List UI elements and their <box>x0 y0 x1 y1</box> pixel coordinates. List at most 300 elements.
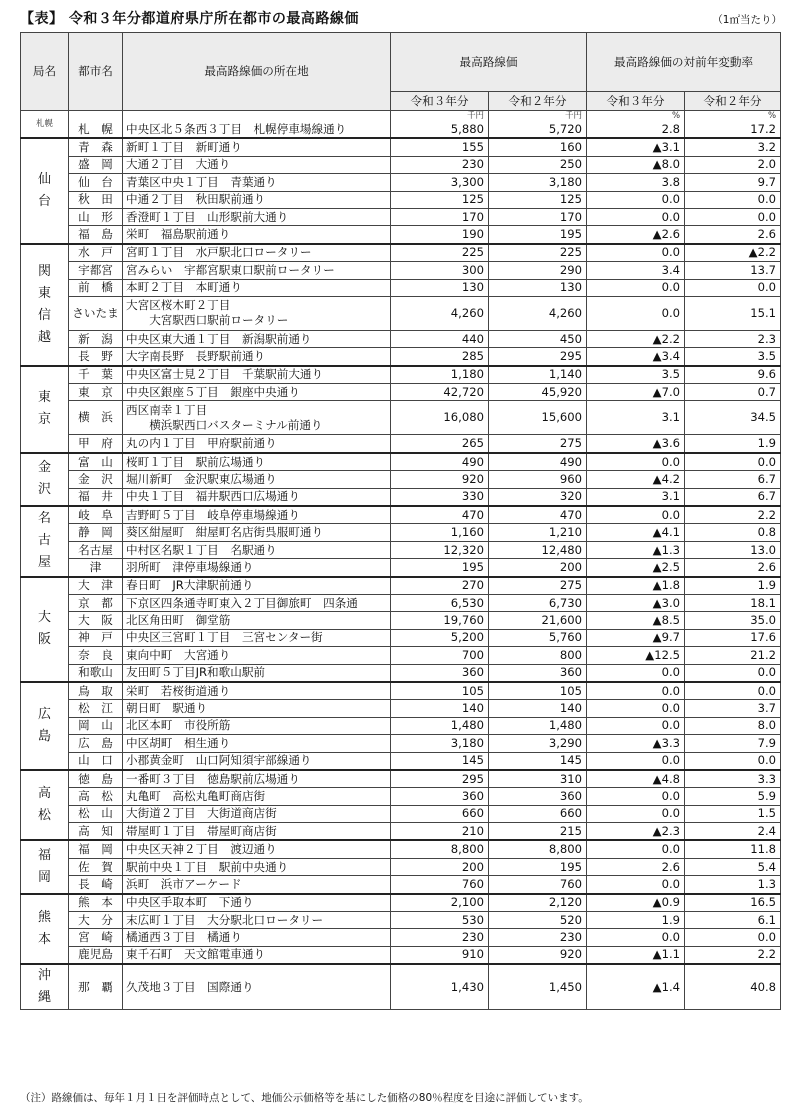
change-r2: 6.7 <box>685 488 781 506</box>
col-header-city: 都市名 <box>69 33 123 111</box>
change-r2: 0.0 <box>685 191 781 208</box>
location-cell: 青葉区中央１丁目 青葉通り <box>123 174 391 191</box>
price-r2: 920 <box>489 946 587 964</box>
change-r2: 0.0 <box>685 208 781 225</box>
price-r3: 16,080 <box>391 401 489 435</box>
change-r2: 2.2 <box>685 946 781 964</box>
city-name: 佐 賀 <box>69 858 123 875</box>
price-r2: 1,140 <box>489 366 587 384</box>
price-r2: 760 <box>489 876 587 894</box>
col-header-location: 最高路線価の所在地 <box>123 33 391 111</box>
region-name: 東京 <box>37 390 51 428</box>
location-cell: 大字南長野 長野駅前通り <box>123 348 391 366</box>
region-name: 金沢 <box>37 460 51 498</box>
price-r3: 5,200 <box>391 629 489 646</box>
table-row <box>21 964 781 1010</box>
change-r2: 1.5 <box>685 805 781 822</box>
table-row <box>21 840 781 858</box>
price-r3: 195 <box>391 559 489 577</box>
price-r2: 6,730 <box>489 594 587 611</box>
location-cell: 新町１丁目 新町通り <box>123 138 391 156</box>
city-name: 奈 良 <box>69 647 123 664</box>
table-row <box>21 805 781 822</box>
change-r2: 0.0 <box>685 929 781 946</box>
price-r2: 360 <box>489 788 587 805</box>
table-row <box>21 401 781 435</box>
city-name: 新 潟 <box>69 330 123 347</box>
price-r2: 660 <box>489 805 587 822</box>
change-r2: 40.8 <box>685 964 781 1010</box>
city-name: 青 森 <box>69 138 123 156</box>
change-r2: 2.0 <box>685 156 781 173</box>
price-r3: 700 <box>391 647 489 664</box>
price-r2: 105 <box>489 682 587 700</box>
price-r3: 285 <box>391 348 489 366</box>
price-r2: 275 <box>489 577 587 595</box>
location-cell: 香澄町１丁目 山形駅前大通り <box>123 208 391 225</box>
city-name: 鳥 取 <box>69 682 123 700</box>
price-r3: 190 <box>391 226 489 244</box>
table-row <box>21 559 781 577</box>
price-r2: 230 <box>489 929 587 946</box>
price-r2: 450 <box>489 330 587 347</box>
price-r3: 125 <box>391 191 489 208</box>
table-row <box>21 296 781 330</box>
region-cell <box>21 453 69 506</box>
table-row <box>21 156 781 173</box>
region-name: 高松 <box>37 786 51 824</box>
price-r2: 12,480 <box>489 541 587 558</box>
price-r2: 1,450 <box>489 964 587 1010</box>
table-row <box>21 453 781 471</box>
table-row <box>21 435 781 453</box>
region-cell <box>21 138 69 243</box>
city-name: 福 島 <box>69 226 123 244</box>
price-r3: 19,760 <box>391 612 489 629</box>
table-row <box>21 577 781 595</box>
price-r3: 920 <box>391 471 489 488</box>
location-line-2: 横浜駅西口バスターミナル前通り <box>126 417 323 432</box>
change-r3: 0.0 <box>587 208 685 225</box>
price-r2: 225 <box>489 244 587 262</box>
change-r3: 0.0 <box>587 876 685 894</box>
change-r3: 0.0 <box>587 296 685 330</box>
change-r3: 0.0 <box>587 805 685 822</box>
change-r2: 5.9 <box>685 788 781 805</box>
table-row <box>21 629 781 646</box>
price-r3: 270 <box>391 577 489 595</box>
price-r3: 295 <box>391 770 489 788</box>
price-r3: 130 <box>391 279 489 296</box>
city-name: 鹿児島 <box>69 946 123 964</box>
change-r2: 1.9 <box>685 435 781 453</box>
region-cell <box>21 506 69 577</box>
change-r2: 1.3 <box>685 876 781 894</box>
city-name: 静 岡 <box>69 524 123 541</box>
location-cell: 東千石町 天文館電車通り <box>123 946 391 964</box>
location-cell: 中央区北５条西３丁目 札幌停車場線通り <box>123 121 391 138</box>
region-cell <box>21 964 69 1010</box>
change-r2: 9.6 <box>685 366 781 384</box>
city-name: 水 戸 <box>69 244 123 262</box>
price-r3: 200 <box>391 858 489 875</box>
region-name: 仙台 <box>37 172 51 210</box>
location-cell: 中通２丁目 秋田駅前通り <box>123 191 391 208</box>
price-r3: 3,180 <box>391 735 489 752</box>
change-r3: ▲9.7 <box>587 629 685 646</box>
change-r3: 3.4 <box>587 262 685 279</box>
city-name: 福 岡 <box>69 840 123 858</box>
price-r3: 1,430 <box>391 964 489 1010</box>
price-r3: 42,720 <box>391 384 489 401</box>
unit-row <box>21 111 781 122</box>
location-cell: 小郡黄金町 山口阿知須宇部線通り <box>123 752 391 770</box>
region-cell <box>21 577 69 682</box>
unit-yen-r2: 千円 <box>489 111 587 122</box>
table-row <box>21 682 781 700</box>
city-name: 徳 島 <box>69 770 123 788</box>
price-r3: 760 <box>391 876 489 894</box>
price-r2: 320 <box>489 488 587 506</box>
change-r2: 21.2 <box>685 647 781 664</box>
location-cell: 中央区富士見２丁目 千葉駅前大通り <box>123 366 391 384</box>
change-r3: ▲3.1 <box>587 138 685 156</box>
price-r3: 265 <box>391 435 489 453</box>
table-title: 【表】 令和３年分都道府県庁所在都市の最高路線価 <box>20 11 359 27</box>
change-r3: ▲4.2 <box>587 471 685 488</box>
price-r3: 3,300 <box>391 174 489 191</box>
region-name: 広島 <box>37 706 51 744</box>
change-r3: ▲7.0 <box>587 384 685 401</box>
change-r2: 0.7 <box>685 384 781 401</box>
location-cell: 栄町 若桜街道通り <box>123 682 391 700</box>
location-cell: 朝日町 駅通り <box>123 700 391 717</box>
city-name: 長 野 <box>69 348 123 366</box>
location-cell: 帯屋町１丁目 帯屋町商店街 <box>123 823 391 841</box>
change-r3: ▲4.1 <box>587 524 685 541</box>
change-r2: 6.1 <box>685 912 781 929</box>
city-name: 山 口 <box>69 752 123 770</box>
city-name: 那 覇 <box>69 964 123 1010</box>
price-r2: 960 <box>489 471 587 488</box>
location-cell: 大街道２丁目 大街道商店街 <box>123 805 391 822</box>
location-cell: 中区胡町 相生通り <box>123 735 391 752</box>
table-row <box>21 226 781 244</box>
change-r2: 5.4 <box>685 858 781 875</box>
change-r3: ▲2.5 <box>587 559 685 577</box>
price-r2: 5,720 <box>489 121 587 138</box>
price-r2: 250 <box>489 156 587 173</box>
price-r3: 330 <box>391 488 489 506</box>
price-r2: 520 <box>489 912 587 929</box>
change-r3: ▲12.5 <box>587 647 685 664</box>
city-name: 盛 岡 <box>69 156 123 173</box>
change-r3: 0.0 <box>587 191 685 208</box>
price-r2: 490 <box>489 453 587 471</box>
region-cell <box>21 770 69 841</box>
price-r2: 8,800 <box>489 840 587 858</box>
route-price-table <box>20 32 781 1010</box>
price-r3: 145 <box>391 752 489 770</box>
price-r2: 290 <box>489 262 587 279</box>
city-name: 東 京 <box>69 384 123 401</box>
change-r3: ▲2.3 <box>587 823 685 841</box>
price-r3: 170 <box>391 208 489 225</box>
city-name: 前 橋 <box>69 279 123 296</box>
region-name: 名古屋 <box>37 511 51 571</box>
unit-pct-r2: % <box>685 111 781 122</box>
location-cell: 一番町３丁目 徳島駅前広場通り <box>123 770 391 788</box>
table-row <box>21 612 781 629</box>
change-r3: 2.6 <box>587 858 685 875</box>
table-body <box>21 111 781 1010</box>
location-cell: 友田町５丁目JR和歌山駅前 <box>123 664 391 682</box>
location-cell: 堀川新町 金沢駅東広場通り <box>123 471 391 488</box>
change-r2: 15.1 <box>685 296 781 330</box>
col-header-price-r3: 令和３年分 <box>391 92 489 111</box>
change-r2: 34.5 <box>685 401 781 435</box>
price-r2: 160 <box>489 138 587 156</box>
change-r2: 35.0 <box>685 612 781 629</box>
change-r2: 0.0 <box>685 682 781 700</box>
change-r2: 17.6 <box>685 629 781 646</box>
change-r3: 3.8 <box>587 174 685 191</box>
change-r2: 13.0 <box>685 541 781 558</box>
change-r3: 0.0 <box>587 453 685 471</box>
price-r3: 440 <box>391 330 489 347</box>
location-cell: 中央区天神２丁目 渡辺通り <box>123 840 391 858</box>
price-r2: 15,600 <box>489 401 587 435</box>
price-r3: 360 <box>391 664 489 682</box>
location-cell: 丸亀町 高松丸亀町商店街 <box>123 788 391 805</box>
price-r3: 1,180 <box>391 366 489 384</box>
price-r3: 155 <box>391 138 489 156</box>
table-row <box>21 894 781 912</box>
table-row <box>21 735 781 752</box>
change-r3: 0.0 <box>587 929 685 946</box>
table-row <box>21 208 781 225</box>
change-r3: 3.1 <box>587 488 685 506</box>
col-header-change-r2: 令和２年分 <box>685 92 781 111</box>
region-cell <box>21 244 69 366</box>
city-name: 岡 山 <box>69 717 123 734</box>
city-name: 札 幌 <box>69 121 123 138</box>
change-r2: 3.7 <box>685 700 781 717</box>
table-row <box>21 594 781 611</box>
table-row <box>21 506 781 524</box>
location-cell: 栄町 福島駅前通り <box>123 226 391 244</box>
price-r2: 215 <box>489 823 587 841</box>
price-r3: 530 <box>391 912 489 929</box>
table-row <box>21 770 781 788</box>
city-name: 高 知 <box>69 823 123 841</box>
price-r2: 145 <box>489 752 587 770</box>
table-row <box>21 788 781 805</box>
price-r2: 800 <box>489 647 587 664</box>
change-r2: 7.9 <box>685 735 781 752</box>
price-r2: 195 <box>489 226 587 244</box>
change-r2: 0.0 <box>685 279 781 296</box>
table-row <box>21 929 781 946</box>
price-r2: 45,920 <box>489 384 587 401</box>
city-name: 宮 崎 <box>69 929 123 946</box>
location-cell: 宮町１丁目 水戸駅北口ロータリー <box>123 244 391 262</box>
city-name: 宇都宮 <box>69 262 123 279</box>
table-row <box>21 664 781 682</box>
table-row <box>21 488 781 506</box>
table-row <box>21 823 781 841</box>
location-cell: 中央１丁目 福井駅西口広場通り <box>123 488 391 506</box>
price-r2: 125 <box>489 191 587 208</box>
change-r3: 0.0 <box>587 788 685 805</box>
price-r2: 21,600 <box>489 612 587 629</box>
price-r3: 8,800 <box>391 840 489 858</box>
price-r3: 230 <box>391 156 489 173</box>
change-r3: ▲3.3 <box>587 735 685 752</box>
change-r3: 0.0 <box>587 840 685 858</box>
change-r3: ▲1.8 <box>587 577 685 595</box>
change-r3: 0.0 <box>587 700 685 717</box>
location-cell: 中央区東大通１丁目 新潟駅前通り <box>123 330 391 347</box>
table-row <box>21 348 781 366</box>
city-name: 山 形 <box>69 208 123 225</box>
city-name: 津 <box>69 559 123 577</box>
region-name: 大阪 <box>37 610 51 648</box>
col-header-region: 局名 <box>21 33 69 111</box>
change-r3: ▲1.1 <box>587 946 685 964</box>
location-cell: 宮みらい 宇都宮駅東口駅前ロータリー <box>123 262 391 279</box>
city-name: 甲 府 <box>69 435 123 453</box>
price-r3: 1,480 <box>391 717 489 734</box>
city-name: 仙 台 <box>69 174 123 191</box>
city-name: 名古屋 <box>69 541 123 558</box>
price-r3: 225 <box>391 244 489 262</box>
unit-pct-r3: % <box>587 111 685 122</box>
price-r2: 275 <box>489 435 587 453</box>
price-r2: 310 <box>489 770 587 788</box>
change-r2: 3.3 <box>685 770 781 788</box>
city-name: 大 阪 <box>69 612 123 629</box>
change-r3: 2.8 <box>587 121 685 138</box>
change-r3: 0.0 <box>587 664 685 682</box>
price-r3: 360 <box>391 788 489 805</box>
city-name: 熊 本 <box>69 894 123 912</box>
change-r3: 3.5 <box>587 366 685 384</box>
location-cell: 駅前中央１丁目 駅前中央通り <box>123 858 391 875</box>
col-header-change: 最高路線価の対前年変動率 <box>587 33 781 92</box>
location-line-1: 大宮区桜木町２丁目 <box>126 298 231 313</box>
price-r3: 300 <box>391 262 489 279</box>
change-r3: ▲3.6 <box>587 435 685 453</box>
table-row <box>21 541 781 558</box>
price-r3: 5,880 <box>391 121 489 138</box>
change-r3: 0.0 <box>587 279 685 296</box>
change-r2: 3.2 <box>685 138 781 156</box>
table-row <box>21 384 781 401</box>
region-cell <box>21 366 69 453</box>
unit-yen-r3: 千円 <box>391 111 489 122</box>
location-cell: 中央区銀座５丁目 銀座中央通り <box>123 384 391 401</box>
change-r3: 0.0 <box>587 244 685 262</box>
price-r3: 910 <box>391 946 489 964</box>
change-r3: 1.9 <box>587 912 685 929</box>
city-name: 長 崎 <box>69 876 123 894</box>
location-cell: 桜町１丁目 駅前広場通り <box>123 453 391 471</box>
city-name: 神 戸 <box>69 629 123 646</box>
table-row <box>21 262 781 279</box>
change-r2: 13.7 <box>685 262 781 279</box>
change-r3: 3.1 <box>587 401 685 435</box>
price-r2: 5,760 <box>489 629 587 646</box>
col-header-price: 最高路線価 <box>391 33 587 92</box>
table-row <box>21 946 781 964</box>
price-r2: 360 <box>489 664 587 682</box>
location-cell <box>123 296 391 330</box>
price-r2: 140 <box>489 700 587 717</box>
change-r2: 11.8 <box>685 840 781 858</box>
price-r3: 4,260 <box>391 296 489 330</box>
change-r2: 18.1 <box>685 594 781 611</box>
price-r3: 660 <box>391 805 489 822</box>
change-r3: ▲3.4 <box>587 348 685 366</box>
city-name: さいたま <box>69 296 123 330</box>
city-name: 和歌山 <box>69 664 123 682</box>
change-r2: 9.7 <box>685 174 781 191</box>
table-row <box>21 330 781 347</box>
table-row <box>21 366 781 384</box>
location-line-2: 大宮駅西口駅前ロータリー <box>126 313 289 328</box>
price-r3: 210 <box>391 823 489 841</box>
city-name: 横 浜 <box>69 401 123 435</box>
city-name: 富 山 <box>69 453 123 471</box>
change-r2: 2.4 <box>685 823 781 841</box>
change-r3: ▲2.2 <box>587 330 685 347</box>
location-cell: 東向中町 大宮通り <box>123 647 391 664</box>
table-row <box>21 717 781 734</box>
price-r3: 140 <box>391 700 489 717</box>
change-r2: 16.5 <box>685 894 781 912</box>
price-r3: 1,160 <box>391 524 489 541</box>
location-cell: 吉野町５丁目 岐阜停車場線通り <box>123 506 391 524</box>
city-name: 福 井 <box>69 488 123 506</box>
price-r3: 490 <box>391 453 489 471</box>
price-r3: 6,530 <box>391 594 489 611</box>
change-r3: ▲4.8 <box>587 770 685 788</box>
change-r3: 0.0 <box>587 717 685 734</box>
city-name: 松 山 <box>69 805 123 822</box>
location-cell: 中央区手取本町 下通り <box>123 894 391 912</box>
change-r3: ▲8.5 <box>587 612 685 629</box>
region-name: 福岡 <box>37 848 51 886</box>
change-r2: 17.2 <box>685 121 781 138</box>
price-r2: 2,120 <box>489 894 587 912</box>
table-row <box>21 700 781 717</box>
price-r2: 4,260 <box>489 296 587 330</box>
location-line-1: 西区南幸１丁目 <box>126 402 208 417</box>
price-r3: 12,320 <box>391 541 489 558</box>
table-row <box>21 244 781 262</box>
table-row <box>21 876 781 894</box>
price-r2: 195 <box>489 858 587 875</box>
change-r2: 0.0 <box>685 664 781 682</box>
change-r2: 0.8 <box>685 524 781 541</box>
change-r3: ▲1.3 <box>587 541 685 558</box>
city-name: 秋 田 <box>69 191 123 208</box>
location-cell: 羽所町 津停車場線通り <box>123 559 391 577</box>
table-row <box>21 279 781 296</box>
table-row <box>21 524 781 541</box>
unit-note: （1㎡当たり） <box>712 14 782 26</box>
